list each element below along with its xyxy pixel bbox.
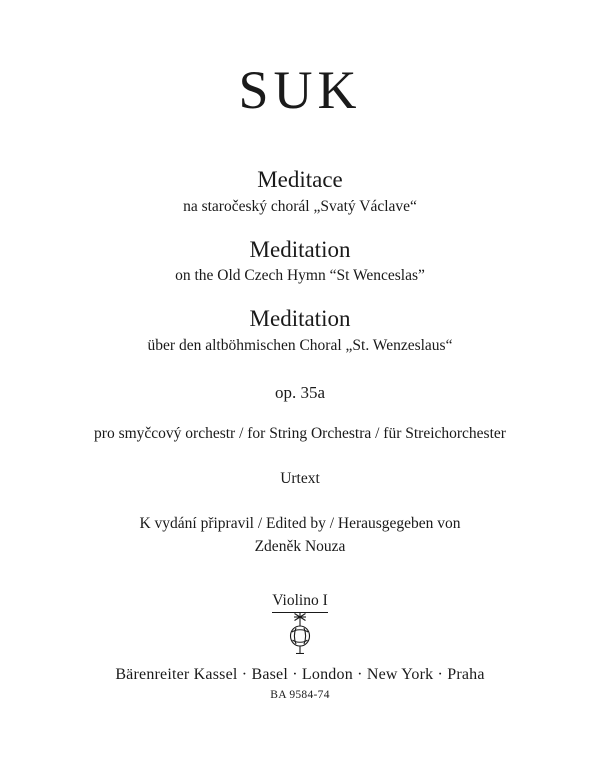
title-group-czech — [0, 165, 600, 218]
title-group-german — [0, 304, 600, 357]
part-designation: Violino I — [272, 592, 327, 613]
urtext-label: Urtext — [280, 470, 320, 488]
composer-name: SUK — [238, 60, 362, 120]
title-german: Meditation — [249, 306, 351, 332]
opus-number: op. 35a — [274, 383, 326, 403]
scoring-line: pro smyčcový orchestr / for String Orchestra / für Streichorchester — [94, 425, 506, 443]
editor-credit: K vydání připravil / Edited by / Herausgegeben von — [139, 515, 461, 533]
title-english: Meditation — [249, 236, 351, 262]
title-block — [0, 165, 600, 357]
barenreiter-logo-icon — [283, 612, 317, 654]
plate-number: BA 9584-74 — [270, 689, 330, 701]
publisher-line: Bärenreiter Kassel · Basel · London · New York · Praha — [115, 666, 485, 683]
title-group-english — [0, 235, 600, 288]
editor-name: Zdeněk Nouza — [254, 537, 346, 555]
editor-block — [139, 513, 460, 558]
part-designation-wrap — [272, 592, 327, 613]
subtitle-czech: na staročeský chorál „Svatý Václave“ — [183, 197, 417, 215]
title-czech: Meditace — [257, 166, 343, 192]
subtitle-german: über den altböhmischen Choral „St. Wenzeslaus“ — [147, 337, 453, 355]
subtitle-english: on the Old Czech Hymn “St Wenceslas” — [175, 267, 425, 285]
